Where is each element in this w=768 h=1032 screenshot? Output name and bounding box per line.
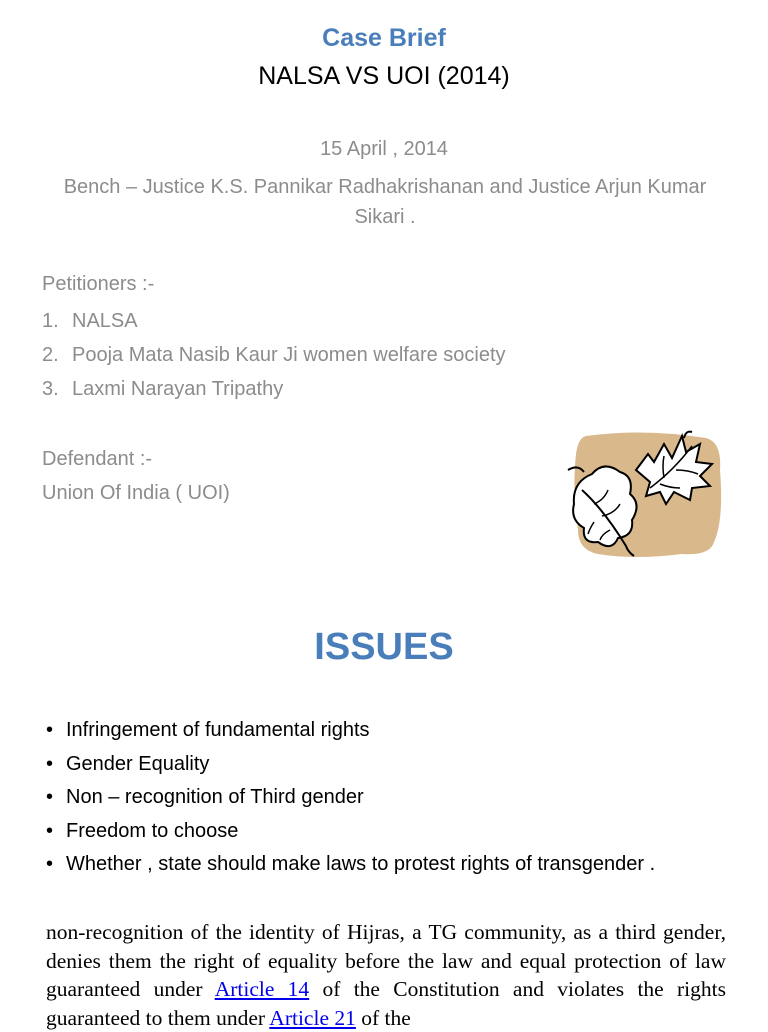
list-item: 2. Pooja Mata Nasib Kaur Ji women welfare society: [42, 344, 506, 366]
bullet-icon: •: [46, 786, 54, 808]
bench-text: Bench – Justice K.S. Pannikar Radhakrishanan and Justice Arjun Kumar Sikari .: [63, 176, 707, 228]
bullet-icon: •: [46, 853, 54, 875]
bullet-icon: •: [46, 752, 54, 775]
list-item: • Gender Equality: [46, 750, 655, 784]
petitioners-list: [42, 308, 506, 410]
list-item: 1. NALSA: [42, 310, 138, 332]
bullet-icon: •: [46, 819, 54, 842]
issues-heading: ISSUES: [314, 626, 454, 668]
list-item: • Infringement of fundamental rights: [46, 716, 655, 750]
defendant-value: Union Of India ( UOI): [42, 482, 230, 504]
article-21-link[interactable]: Article 21: [269, 1005, 356, 1030]
judgment-date: 15 April , 2014: [320, 138, 448, 160]
bullet-icon: •: [46, 719, 54, 741]
case-name: NALSA VS UOI (2014): [258, 62, 510, 90]
document-title: Case Brief: [322, 24, 446, 52]
article-14-link[interactable]: Article 14: [214, 977, 310, 1001]
body-paragraph: non-recognition of the identity of Hijras, a TG community, as a third gender, denies them the right of equality before the law and equal protection of law guaranteed under Article 14 of the Constitution and violates the rights guaranteed to them under Article 21 of the: [46, 920, 726, 1030]
issues-list: [46, 716, 655, 884]
defendant-heading: Defendant :-: [42, 448, 153, 470]
list-item: • Whether , state should make laws to protest rights of transgender .: [46, 850, 655, 884]
list-item: • Freedom to choose: [46, 817, 655, 851]
autumn-leaves-icon: [564, 430, 724, 564]
list-item: 3. Laxmi Narayan Tripathy: [42, 378, 284, 400]
list-item: • Non – recognition of Third gender: [46, 783, 655, 817]
petitioners-heading: Petitioners :-: [42, 273, 155, 295]
